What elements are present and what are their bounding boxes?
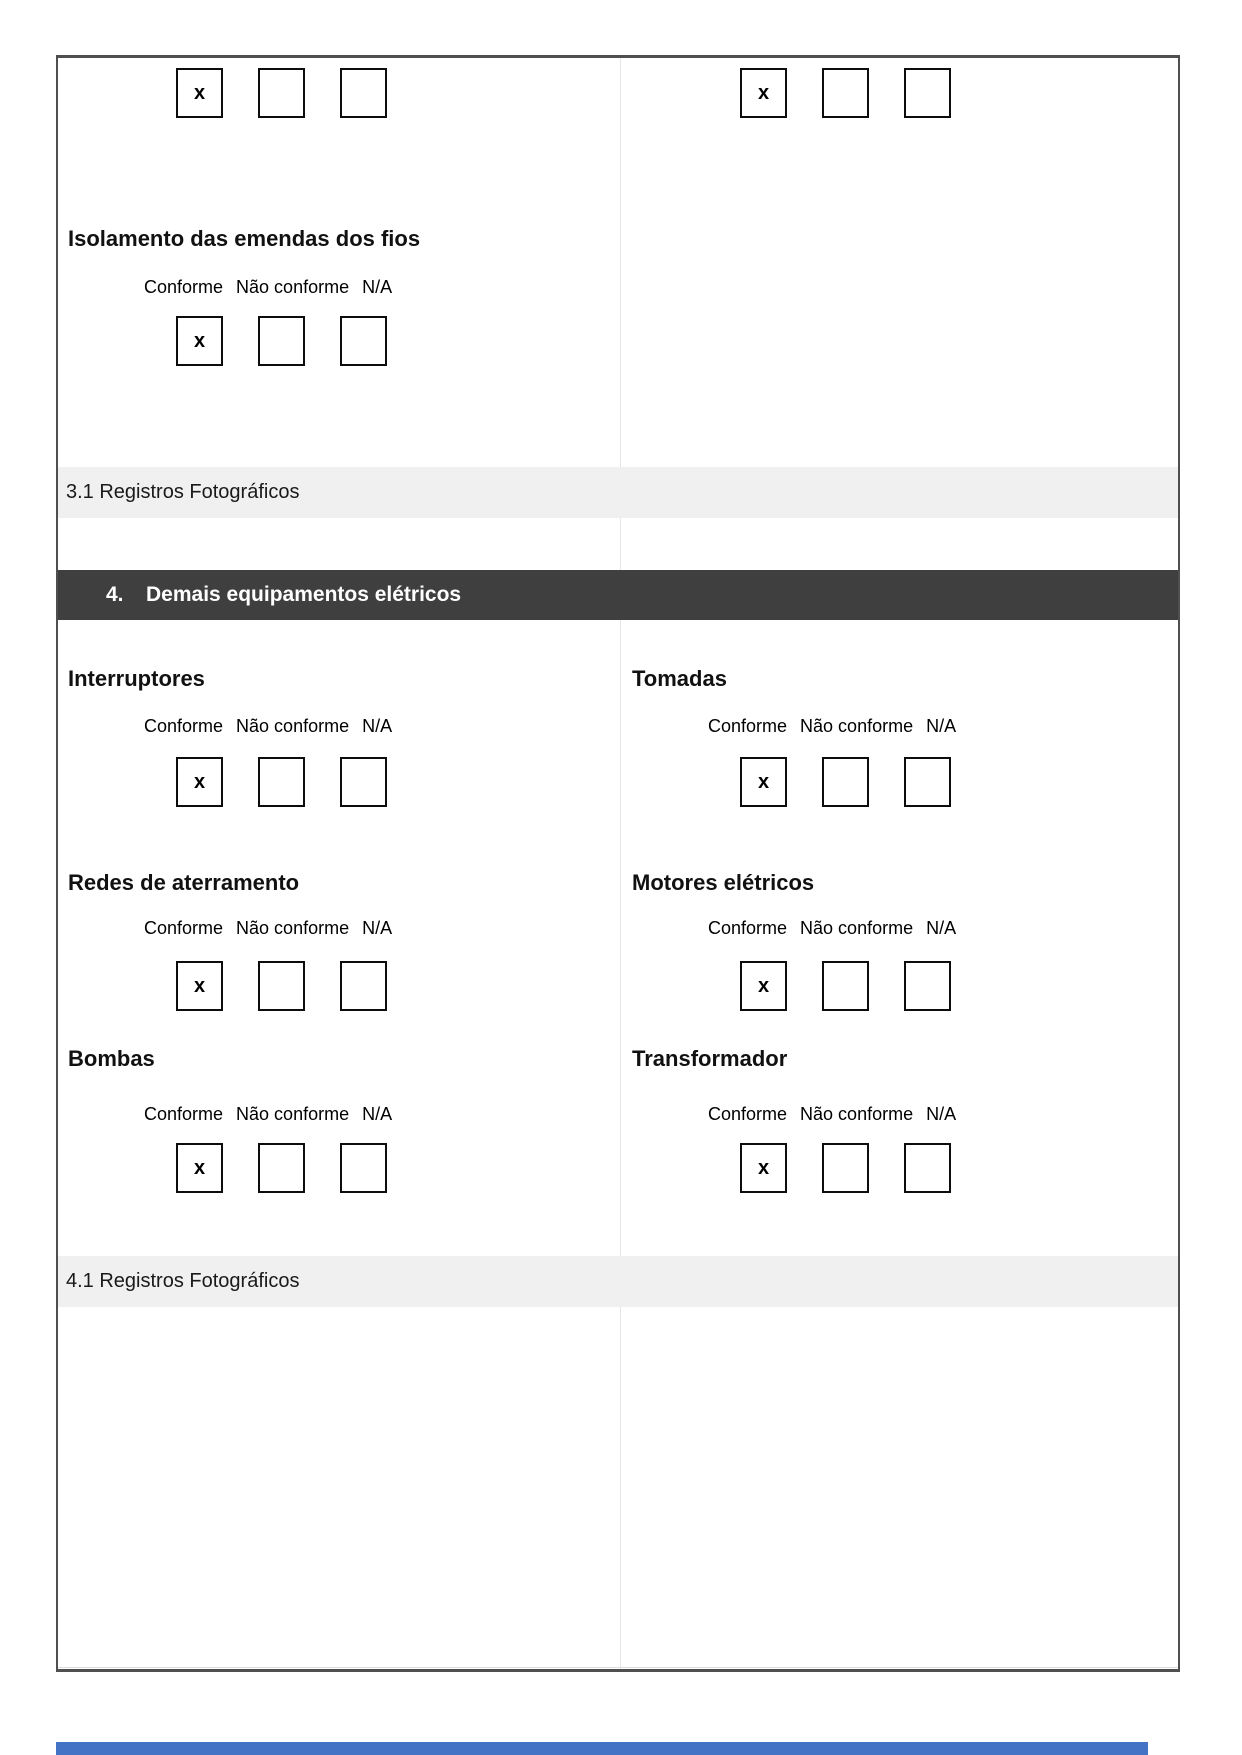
checkbox-conforme[interactable] bbox=[740, 68, 787, 118]
checkbox-conforme[interactable] bbox=[740, 1143, 787, 1193]
checkbox-labels bbox=[144, 277, 392, 298]
checkbox-conforme[interactable] bbox=[176, 68, 223, 118]
checkbox-conforme[interactable] bbox=[176, 961, 223, 1011]
item-title: Isolamento das emendas dos fios bbox=[68, 226, 421, 251]
item-title: Bombas bbox=[68, 1046, 155, 1071]
checkbox-group bbox=[740, 961, 951, 1011]
checkbox-labels bbox=[708, 716, 956, 737]
checkbox-na[interactable] bbox=[340, 757, 387, 807]
label-conforme: Conforme bbox=[708, 1104, 788, 1124]
checkbox-na[interactable] bbox=[904, 1143, 951, 1193]
checkbox-na[interactable] bbox=[904, 68, 951, 118]
checkbox-na[interactable] bbox=[340, 1143, 387, 1193]
label-na: N/A bbox=[362, 918, 393, 938]
item-motores-eletricos bbox=[620, 870, 1180, 1020]
checkbox-conforme[interactable] bbox=[740, 757, 787, 807]
checkbox-conforme[interactable] bbox=[740, 961, 787, 1011]
checkbox-block-top-right bbox=[620, 68, 1180, 218]
label-nao-conforme: Não conforme bbox=[236, 716, 350, 736]
checkbox-group bbox=[740, 1143, 951, 1193]
label-nao-conforme: Não conforme bbox=[800, 716, 914, 736]
check-mark: x bbox=[757, 1157, 770, 1179]
item-bombas bbox=[56, 1046, 616, 1196]
item-transformador bbox=[620, 1046, 1180, 1196]
section-4-title: Demais equipamentos elétricos bbox=[146, 583, 462, 606]
checkbox-group bbox=[176, 68, 387, 118]
item-tomadas bbox=[620, 666, 1180, 816]
checkbox-labels bbox=[144, 918, 392, 939]
checkbox-na[interactable] bbox=[340, 316, 387, 366]
checkbox-labels bbox=[708, 918, 956, 939]
checkbox-nao-conforme[interactable] bbox=[822, 68, 869, 118]
section-3-1-bar bbox=[58, 467, 1178, 518]
checkbox-group bbox=[176, 961, 387, 1011]
check-mark: x bbox=[193, 82, 206, 104]
item-title: Interruptores bbox=[68, 666, 205, 691]
checkbox-conforme[interactable] bbox=[176, 757, 223, 807]
item-redes-aterramento bbox=[56, 870, 616, 1020]
checkbox-nao-conforme[interactable] bbox=[822, 757, 869, 807]
checkbox-group bbox=[176, 1143, 387, 1193]
label-nao-conforme: Não conforme bbox=[800, 1104, 914, 1124]
footer-accent-bar bbox=[56, 1742, 1148, 1755]
checkbox-na[interactable] bbox=[904, 961, 951, 1011]
label-na: N/A bbox=[362, 716, 393, 736]
label-nao-conforme: Não conforme bbox=[800, 918, 914, 938]
checkbox-block-top-left bbox=[56, 68, 616, 218]
check-mark: x bbox=[193, 975, 206, 997]
checkbox-labels bbox=[144, 1104, 392, 1125]
label-na: N/A bbox=[926, 1104, 957, 1124]
label-conforme: Conforme bbox=[144, 277, 224, 297]
label-nao-conforme: Não conforme bbox=[236, 1104, 350, 1124]
checkbox-group bbox=[740, 757, 951, 807]
label-na: N/A bbox=[926, 716, 957, 736]
section-4-1-bar bbox=[58, 1256, 1178, 1307]
checkbox-conforme[interactable] bbox=[176, 1143, 223, 1193]
checkbox-conforme[interactable] bbox=[176, 316, 223, 366]
checkbox-group bbox=[176, 316, 387, 366]
check-mark: x bbox=[757, 975, 770, 997]
label-conforme: Conforme bbox=[708, 716, 788, 736]
label-nao-conforme: Não conforme bbox=[236, 918, 350, 938]
check-mark: x bbox=[757, 771, 770, 793]
label-na: N/A bbox=[926, 918, 957, 938]
last-row-boundary bbox=[58, 1667, 1178, 1668]
section-4-header-bar bbox=[58, 570, 1178, 620]
checkbox-na[interactable] bbox=[340, 961, 387, 1011]
item-title: Redes de aterramento bbox=[68, 870, 300, 895]
checkbox-nao-conforme[interactable] bbox=[258, 316, 305, 366]
label-conforme: Conforme bbox=[144, 716, 224, 736]
checkbox-nao-conforme[interactable] bbox=[822, 1143, 869, 1193]
checkbox-group bbox=[176, 757, 387, 807]
item-interruptores bbox=[56, 666, 616, 816]
column-divider bbox=[620, 58, 621, 1669]
label-conforme: Conforme bbox=[708, 918, 788, 938]
checkbox-nao-conforme[interactable] bbox=[258, 1143, 305, 1193]
checkbox-labels bbox=[708, 1104, 956, 1125]
checkbox-nao-conforme[interactable] bbox=[258, 757, 305, 807]
checkbox-nao-conforme[interactable] bbox=[258, 961, 305, 1011]
checkbox-nao-conforme[interactable] bbox=[822, 961, 869, 1011]
checkbox-group bbox=[740, 68, 951, 118]
check-mark: x bbox=[193, 330, 206, 352]
label-conforme: Conforme bbox=[144, 1104, 224, 1124]
item-isolamento-emendas bbox=[56, 226, 616, 376]
section-3-1-title: 3.1 Registros Fotográficos bbox=[66, 481, 300, 503]
section-4-number: 4. bbox=[106, 583, 124, 606]
label-na: N/A bbox=[362, 1104, 393, 1124]
label-conforme: Conforme bbox=[144, 918, 224, 938]
check-mark: x bbox=[193, 1157, 206, 1179]
label-na: N/A bbox=[362, 277, 393, 297]
section-4-1-title: 4.1 Registros Fotográficos bbox=[66, 1270, 300, 1292]
item-title: Motores elétricos bbox=[632, 870, 815, 895]
label-nao-conforme: Não conforme bbox=[236, 277, 350, 297]
checkbox-na[interactable] bbox=[904, 757, 951, 807]
item-title: Tomadas bbox=[632, 666, 727, 691]
checkbox-na[interactable] bbox=[340, 68, 387, 118]
checkbox-labels bbox=[144, 716, 392, 737]
checkbox-nao-conforme[interactable] bbox=[258, 68, 305, 118]
check-mark: x bbox=[193, 771, 206, 793]
check-mark: x bbox=[757, 82, 770, 104]
item-title: Transformador bbox=[632, 1046, 788, 1071]
